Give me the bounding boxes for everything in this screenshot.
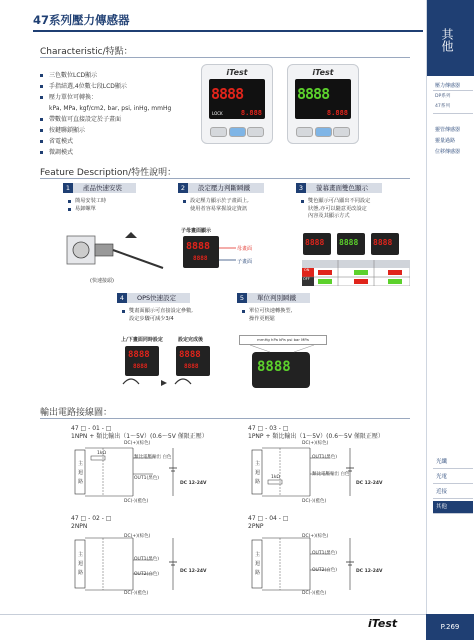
pointer-arrows — [219, 243, 239, 263]
output-desc: 2PNP — [248, 523, 264, 530]
device-brand: iTest — [312, 68, 334, 77]
sidebar-item-47-series[interactable]: 47系列 — [435, 104, 451, 109]
tab-proximity[interactable]: 近接 — [433, 486, 473, 499]
device-main-readout: 8888 — [211, 85, 244, 103]
wiring-4-header — [248, 515, 288, 531]
wiring-diagram-3 — [73, 534, 213, 596]
section-divider — [40, 418, 410, 419]
device-main-readout: 8888 — [297, 85, 330, 103]
lock-label: LOCK — [212, 111, 223, 116]
list-item: 壓力單位可轉換： — [40, 92, 171, 103]
list-item: 省電模式 — [40, 136, 171, 147]
supply-label: DC 12-24V — [180, 481, 207, 486]
sidebar-divider — [433, 90, 473, 91]
tab-photoelectric[interactable]: 光電 — [433, 471, 473, 484]
device-sub-readout: 8.888 — [326, 109, 348, 117]
dc-plus-label: DC(+)(棕色) — [302, 534, 329, 539]
tab-other[interactable]: 其他 — [433, 501, 473, 514]
dc-plus-label: DC(+)(棕色) — [302, 441, 329, 446]
supply-label: DC 12-24V — [356, 481, 383, 486]
wiring-2-header — [248, 425, 384, 441]
device-buttons — [210, 127, 264, 137]
table-row-on: ON — [304, 268, 310, 272]
list-item: 帶數值可直接設定於子畫面 — [40, 114, 171, 125]
sidebar-divider — [433, 113, 473, 114]
out2-label: OUT2(白色) — [134, 572, 159, 577]
device-brand: iTest — [226, 68, 248, 77]
sidebar-item-pressure-sensor[interactable]: 壓力傳感器 — [435, 83, 461, 89]
out1-label: OUT1(黑色) — [312, 455, 337, 460]
ops-label-simultaneous: 上/下畫面同時設定 — [121, 337, 163, 343]
ops-hand-arrows — [117, 370, 217, 390]
sidebar-item-displacement[interactable]: 位移傳感器 — [435, 149, 461, 155]
sidebar-item-tube-sensor[interactable]: 靈管傳感器 — [435, 127, 461, 133]
wiring-diagram-4 — [250, 534, 390, 596]
characteristics-list — [40, 70, 171, 158]
model-code: 47 □ - 03 - □ — [248, 425, 289, 432]
supply-label: DC 12-24V — [356, 569, 383, 574]
dc-minus-label: DC(-)(藍色) — [302, 591, 327, 596]
out1-label: OUT1(黑色) — [312, 551, 337, 556]
quick-fitting-caption: (快速接頭) — [90, 278, 114, 284]
sidebar — [426, 0, 474, 640]
color-sample-red-2: 8888 — [371, 233, 399, 255]
feature-2-header: 2 設定壓力判斷瞬鐵 — [178, 183, 264, 193]
mini-device-screen: 8888 8888 — [183, 236, 219, 268]
output-desc: 1PNP + 類比輸出（1～5V）(0.6～5V 僅限正壓） — [248, 433, 384, 440]
load-resistor-label: 1kΩ — [271, 475, 280, 480]
sidebar-category-label: 其他 — [440, 28, 454, 52]
out1-label: OUT1(黑色) — [134, 557, 159, 562]
color-sample-green: 8888 — [337, 233, 365, 255]
supply-label: DC 12-24V — [180, 569, 207, 574]
list-item: 按鍵聯鎖顯示 — [40, 125, 171, 136]
feature-3-header: 3 螢幕畫面雙色顯示 — [296, 183, 382, 193]
device-photo-red — [201, 64, 273, 144]
analog-output-label: 類比電壓輸出 白色 — [134, 455, 172, 460]
wiring-1-header — [71, 425, 208, 441]
tab-fiber[interactable]: 光纖 — [433, 456, 473, 469]
dc-plus-label: DC(+)(棕色) — [124, 534, 151, 539]
model-code: 47 □ - 04 - □ — [248, 515, 289, 522]
feature-2-body: 設定壓力顯示於子畫面上, 使用者容易掌握設定資訊 — [183, 198, 249, 213]
footer-divider — [0, 614, 426, 615]
device-screen — [209, 79, 265, 119]
load-resistor-label: 1kΩ — [97, 451, 106, 456]
feature-5-body: 單位可快速轉換型, 操作更輕鬆 — [242, 308, 292, 323]
list-item: 微調模式 — [40, 147, 171, 158]
quick-fitting-illustration — [63, 228, 167, 276]
wiring-diagram-1 — [73, 444, 213, 502]
analog-output-label: 類比電壓輸出 白色 — [312, 472, 350, 477]
footer-logo: iTest — [368, 617, 398, 630]
feature-1-header: 1 產品快速安裝 — [63, 183, 136, 193]
page-number: P.269 — [426, 614, 474, 640]
sidebar-category — [427, 0, 474, 76]
main-circuit-label: 主 迴 路 — [78, 461, 84, 485]
dc-plus-label: DC(+)(棕色) — [124, 441, 151, 446]
out2-label: OUT2(白色) — [312, 568, 337, 573]
feature-4-header: 4 OPS快速設定 — [117, 293, 190, 303]
color-sample-red: 8888 — [303, 233, 331, 255]
pressure-units: kPa, MPa, kgf/cm2, bar, psi, inHg, mmHg — [49, 105, 172, 112]
sidebar-item-dp-series[interactable]: DP系列 — [435, 94, 451, 99]
title-bar — [33, 10, 423, 32]
ops-device-before: 8888 8888 — [125, 346, 159, 376]
section-divider — [40, 178, 410, 179]
dc-minus-label: DC(-)(藍色) — [124, 591, 149, 596]
main-circuit-label: 主 迴 路 — [255, 461, 261, 485]
feature-4-body: 雙畫面顯示可直接設定參數, 設定步驟可減少3/4 — [122, 308, 193, 323]
feature-1-body: 簡易安裝工時 易卸螺單 — [68, 198, 106, 213]
model-code: 47 □ - 02 - □ — [71, 515, 112, 522]
main-circuit-label: 主 迴 路 — [78, 552, 84, 576]
unit-strip: mmHg hPa kPa psi bar MPa — [239, 335, 327, 345]
wiring-heading: 輸出電路接線圖： — [40, 408, 113, 418]
characteristic-heading: Characteristic/特點： — [40, 47, 133, 57]
dc-minus-label: DC(-)(藍色) — [124, 499, 149, 504]
ops-device-after: 8888 8888 — [176, 346, 210, 376]
section-divider — [40, 57, 410, 58]
main-display-label: 母畫面 — [237, 246, 253, 252]
color-setting-table — [302, 260, 410, 286]
dc-minus-label: DC(-)(藍色) — [302, 499, 327, 504]
sidebar-item-flow[interactable]: 靈量過路 — [435, 138, 456, 144]
output-desc: 1NPN + 類比輸出（1～5V）(0.6～5V 僅限正壓） — [71, 433, 208, 440]
list-item: 手指結選,4位數七段LCD顯示 — [40, 81, 171, 92]
output-desc: 2NPN — [71, 523, 88, 530]
page-title: 47系列壓力傳感器 — [33, 13, 130, 27]
device-photo-green — [287, 64, 359, 144]
device-buttons — [296, 127, 350, 137]
dual-display-label: 子母畫面顯示 — [181, 228, 212, 234]
wiring-3-header — [71, 515, 111, 531]
ops-label-after: 設定完成後 — [178, 337, 204, 343]
feature-5-header: 5 單位判別瞬鐵 — [237, 293, 310, 303]
model-code: 47 □ - 01 - □ — [71, 425, 112, 432]
out1-label: OUT1(黑色) — [134, 476, 159, 481]
feature-heading: Feature Description/特性說明： — [40, 168, 177, 178]
table-row-off: OFF — [303, 277, 310, 281]
list-item: 三色數位LCD顯示 — [40, 70, 171, 81]
unit-device-screen: 8888 — [252, 352, 310, 388]
sub-display-label: 子畫面 — [237, 259, 253, 265]
main-circuit-label: 主 迴 路 — [255, 552, 261, 576]
feature-3-body: 雙色顯示可凸顯出不同設定 狀態,亦可以隨意更改設定 內容及其顯示方式 — [301, 198, 370, 221]
device-screen — [295, 79, 351, 119]
unit-arrows — [240, 343, 324, 353]
device-sub-readout: 8.888 — [240, 109, 262, 117]
